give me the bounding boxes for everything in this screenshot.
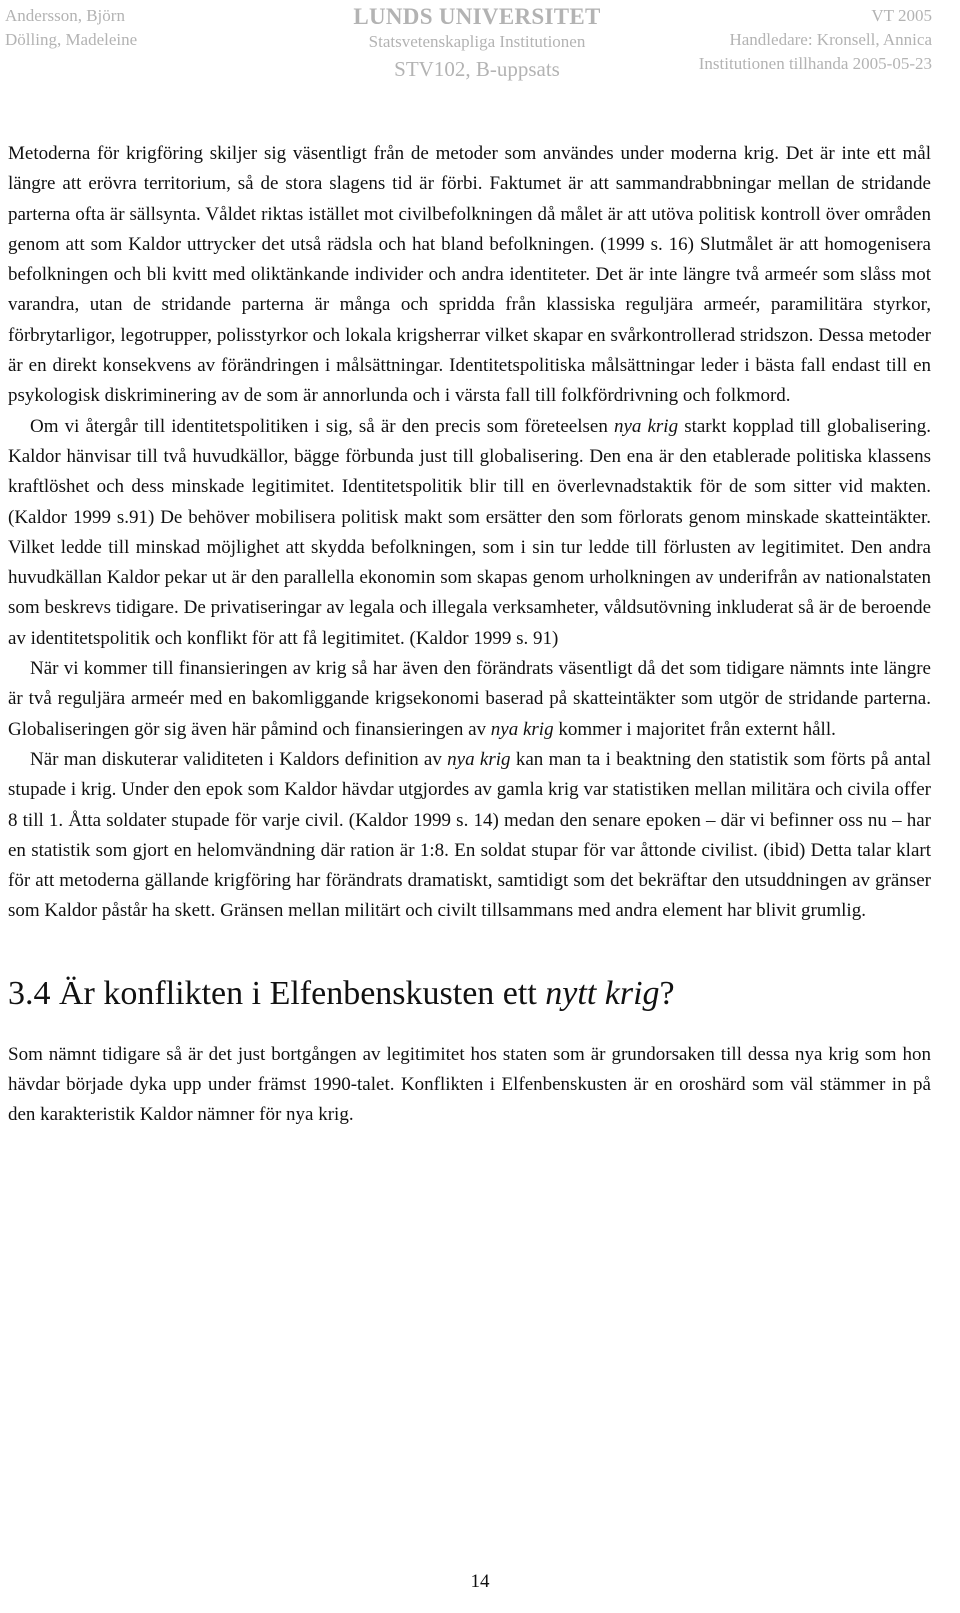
header-meta [699,4,932,76]
heading-emphasis: nytt krig [545,974,660,1012]
emphasis-text: nya krig [447,748,511,770]
paragraph-text: När man diskuterar validiteten i Kaldors definition av [30,748,448,770]
header-authors [5,4,137,52]
paragraph-text: kommer i majoritet från externt håll. [553,718,836,740]
paragraph [8,412,931,654]
section-heading [8,974,931,1014]
paragraph: Metoderna för krigföring skiljer sig väsentligt från de metoder som användes under moderna krig. Det är inte ett mål längre att erövra territorium, så de stora slagens tid är förbi. Faktumet är att sammandrabbningar mellan de stridande parterna ofta är sällsynta. Våldet riktas istället mot civilbefolkningen då målet är att utöva politisk kontroll över områden genom att som Kaldor uttrycker det utså rädsla och hat bland befolkningen. (1999 s. 16) Slutmålet är att homogenisera befolkningen och bli kvitt med oliktänkande individer och andra identiteter. Det är inte längre två armeér som slåss mot varandra, utan de stridande parterna är många och spridda från klassiska reguljära armeér, paramilitära styrkor, förbrytarligor, legotrupper, polisstyrkor och lokala krigsherrar vilket skapar en svårkontrollerad stridszon. Dessa metoder är en direkt konsekvens av förändringen i målsättningar. Identitetspolitiska målsättningar leder i bästa fall endast till en psykologisk diskriminering av de som är annorlunda och i värsta fall till folkfördrivning och folkmord. [8,143,931,407]
emphasis-text: nya krig [490,718,554,740]
submission-date: Institutionen tillhanda 2005-05-23 [698,54,932,73]
heading-text: 3.4 Är konflikten i Elfenbenskusten ett [8,974,546,1012]
term: VT 2005 [871,6,932,25]
paragraph-text: Om vi återgår till identitetspolitiken i sig, så är den precis som företeelsen [30,415,614,437]
page-header [0,0,960,80]
header-institution [342,4,612,82]
author-name: Andersson, Björn [5,6,125,25]
emphasis-text: nya krig [613,415,679,437]
author-name: Dölling, Madeleine [5,30,138,49]
paragraph [8,654,931,745]
document-body [8,139,931,1131]
paragraph-text: kan man ta i beaktning den statistik som förts på antal stupade i krig. Under den epok som Kaldor hävdar utgjordes av gamla krig var statistiken mellan militära och civila offer 8 till 1. Åtta soldater stupade för varje civil. (Kaldor 1999 s. 14) medan den senare epoken – där vi befinner oss nu – har en statistik som gjort en helomvändning där ration är 1:8. En soldat stupar för var åttonde civilist. (ibid) Detta talar klart för att metoderna gällande krigföring har förändrats dramatiskt, samtidigt som det bekräftar den utsuddningen av gränser som Kaldor påstår ha skett. Gränsen mellan militärt och civilt tillsammans med andra element har blivit grumlig. [8,748,931,922]
paragraph-text: När vi kommer till finansieringen av krig så har även den förändrats väsentligt då det som tidigare nämnts inte längre är två reguljära armeér med en bakomliggande krigsekonomi baserad på skatteintäkter som utgör de stridande parterna. Globaliseringen gör sig även här påmind och finansieringen av [8,658,931,740]
paragraph [8,745,931,927]
paragraph-text: starkt kopplad till globalisering. Kaldor hänvisar till två huvudkällor, bägge förbunda just till globalisering. Den ena är den etablerade politiska klassens kraftlöshet och dess minskade legitimitet. Identitetspolitik blir till en överlevnadstaktik för de som sitter vid makten. (Kaldor 1999 s.91) De behöver mobilisera politisk makt som ersätter den som förlorats genom minskade skatteintäkter. Vilket ledde till minskad möjlighet att skydda befolkningen, som i sin tur ledde till förlusten av legitimitet. Den andra huvudkällan Kaldor pekar ut är den parallella ekonomin som skapas genom urholkningen av underifrån av nationalstaten som beskrevs tidigare. De privatiseringar av legala och illegala verksamheter, våldsutövning inkluderat så är de beroende av identitetspolitik och konflikt för att få legitimitet. (Kaldor 1999 s. 91) [8,415,931,649]
department-name: Statsvetenskapliga Institutionen [368,32,586,51]
university-name: LUNDS UNIVERSITET [353,4,601,29]
page-number: 14 [470,1571,490,1592]
paragraph: Som nämnt tidigare så är det just bortgången av legitimitet hos staten som är grundorsaken till dessa nya krig som hon hävdar började dyka upp under främst 1990-talet. Konflikten i Elfenbenskusten är en oroshärd som väl stämmer in på den karakteristik Kaldor nämner för nya krig. [8,1043,931,1126]
supervisor: Handledare: Kronsell, Annica [729,30,932,49]
course-name: STV102, B-uppsats [394,57,560,81]
heading-text: ? [659,974,675,1012]
